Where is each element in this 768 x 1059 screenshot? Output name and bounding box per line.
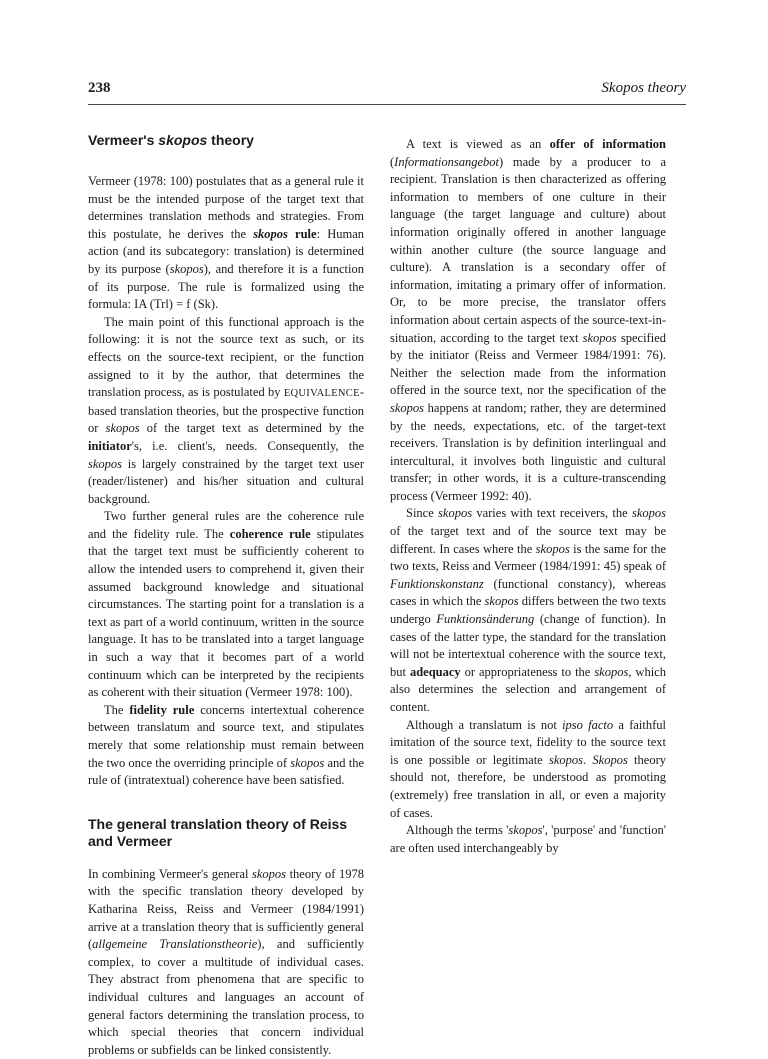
paragraph: The fidelity rule concerns intertextual coherence between translatum and source text, and stipulates merely that some relationship must remain between the two once the overriding principle of skopos and the rule of (intratextual) coherence have been satisfied. xyxy=(88,702,365,788)
section-heading-vermeer: Vermeer's skopos theory xyxy=(88,132,254,148)
section-heading-general-theory: The general translation theory of Reiss and Vermeer xyxy=(88,815,348,849)
paragraph: Vermeer (1978: 100) postulates that as a general rule it must be the intended purpose of the target text that determines translation methods and strategies. From this postulate, he derives the skopos rule: Human action (and its subcategory: translation) is determined by its purpose (skopos), and therefore it is a function of its purpose. The rule is formalized using the formula: IA (Trl) = f (Sk). xyxy=(88,174,365,312)
running-header xyxy=(88,80,686,100)
paragraph: Although the terms 'skopos', 'purpose' and 'function' are often used interchangeably by xyxy=(390,823,666,855)
header-rule xyxy=(88,104,686,105)
paragraph: The main point of this functional approach is the following: it is not the source text as such, or its effects on the source-text recipient, or the function assigned to it by the author, that determines the translation process, as is postulated by EQUIVALENCE-based translation theories, but the prospective function or skopos of the target text as determined by the initiator's, i.e. client's, needs. Consequently, the skopos is largely constrained by the target text user (reader/listener) and his/her situation and cultural background. xyxy=(88,314,364,506)
paragraph: Although a translatum is not ipso facto a faithful imitation of the source text, fidelity to the source text is one possible or legitimate skopos. Skopos theory should not, therefore, be understood as promoting (extremely) free translation in all, or even a majority of cases. xyxy=(390,717,666,820)
paragraph: A text is viewed as an offer of information (Informationsangebot) made by a producer to a recipient. Translation is then characterized as offering information to members of one culture in their language (the target language and culture) about information originally offered in another language within another culture (the source language and culture). A translation is a secondary offer of information, imitating a primary offer of information. Or, to be more precise, the translator offers information about certain aspects of the source-text-in-situation, according to the target text skopos specified by the initiator (Reiss and Vermeer 1984/1991: 76). Neither the selection made from the information offered in the source text, nor the specification of the skopos happens at random; rather, they are determined by the needs, expectations, etc. of the target-text receivers. Translation is by definition interlingual and intercultural, it involves both linguistic and cultural transfer; in other words, it is a culture-transcending process (Vermeer 1992: 40). xyxy=(390,137,666,503)
right-column xyxy=(390,136,666,857)
page-number: 238 xyxy=(88,80,111,96)
paragraph: In combining Vermeer's general skopos theory of 1978 with the specific translation theory developed by Katharina Reiss, Reiss and Vermeer (1984/1991) arrive at a translation theory that is sufficiently general (allgemeine Translationstheorie), and sufficiently complex, to cover a multitude of individual cases. They abstract from phenomena that are specific to individual cultures and languages an account of general factors determining the translation process, to which special theories that concern individual problems or subfields can be linked consistently. xyxy=(88,866,364,1057)
left-column xyxy=(88,132,364,1059)
running-title: Skopos theory xyxy=(601,80,686,96)
paragraph: Two further general rules are the coherence rule and the fidelity rule. The coherence rule stipulates that the target text must be sufficiently coherent to allow the intended users to comprehend it, given their assumed background knowledge and situational circumstances. The starting point for a translation is a text as part of a world continuum, written in the source language. It has to be translated into a target language in such a way that it becomes part of a world continuum which can be interpreted by the recipients as coherent with their situation (Vermeer 1978: 100). xyxy=(88,509,364,700)
paragraph: Since skopos varies with text receivers, the skopos of the target text and of the source text may be different. In cases where the skopos is the same for the two texts, Reiss and Vermeer (1984/1991: 45) speak of Funktionskonstanz (functional constancy), whereas cases in which the skopos differs between the two texts undergo Funktionsänderung (change of function). In cases of the latter type, the standard for the translation will not be intertextual coherence with the source text, but adequacy or appropriateness to the skopos, which also determines the selection and arrangement of content. xyxy=(390,506,666,714)
